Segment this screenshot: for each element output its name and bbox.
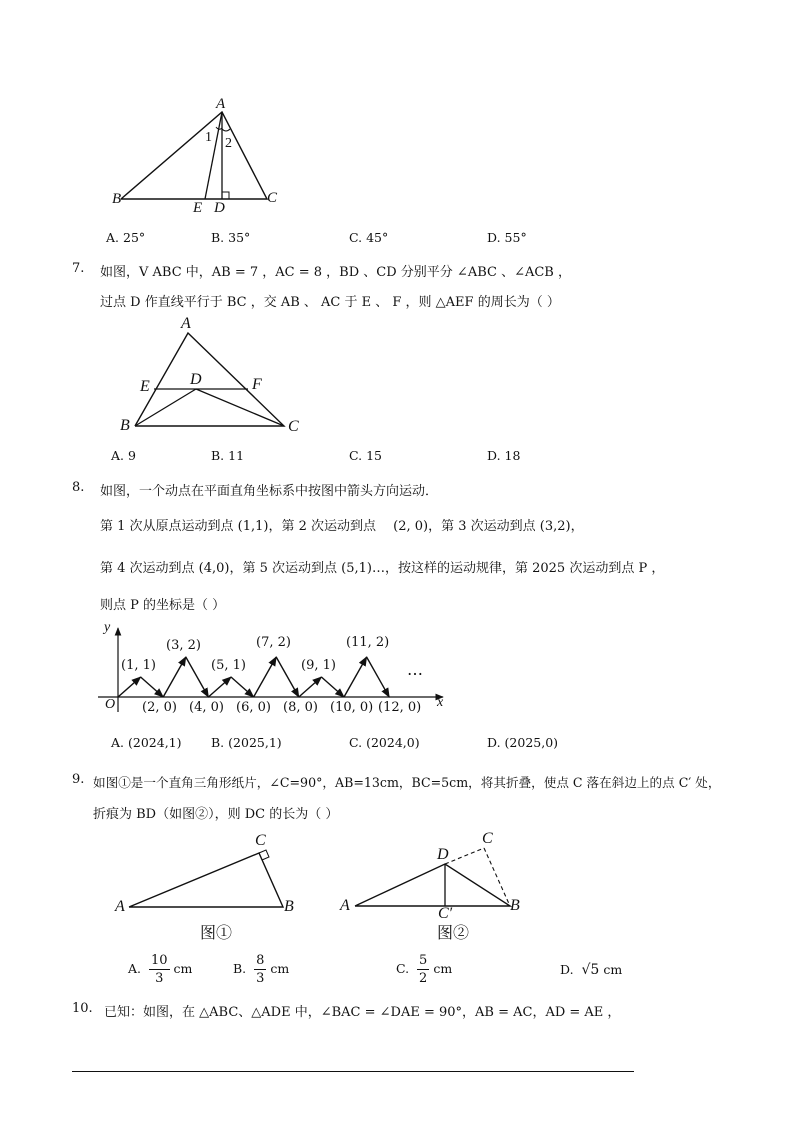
q8-number: 8. — [72, 480, 85, 495]
q9-fig2-point-d: D — [437, 846, 449, 863]
q9-fig1-point-a: A — [115, 898, 125, 915]
q9-number: 9. — [72, 772, 85, 787]
q8-lower-point-label: (6, 0) — [236, 700, 271, 715]
q6-point-c: C — [267, 190, 278, 206]
q6-option-b[interactable]: B. 35° — [211, 230, 251, 245]
q8-lower-point-label: (2, 0) — [142, 700, 177, 715]
q8-ellipsis: … — [407, 660, 423, 679]
q8-text-line2: 第 1 次从原点运动到点 (1,1)，第 2 次运动到点 (2, 0)，第 3 次运动到点 (3,2)， — [100, 519, 584, 534]
q8-upper-point-label: (11, 2) — [346, 635, 390, 650]
q7-option-c[interactable]: C. 15 — [349, 448, 382, 463]
q8-axis-x-label: x — [437, 695, 444, 710]
q7-point-f: F — [252, 376, 262, 393]
q7-number: 7. — [72, 261, 85, 276]
q6-angle-1: 1 — [205, 130, 212, 145]
q7-option-d[interactable]: D. 18 — [487, 448, 521, 463]
q8-option-b[interactable]: B. (2025,1) — [211, 735, 282, 750]
q6-option-c[interactable]: C. 45° — [349, 230, 389, 245]
q8-text-line4: 则点 P 的坐标是（ ） — [100, 598, 226, 613]
q8-axis-y-label: y — [104, 620, 111, 635]
q9-fig2-point-a: A — [340, 897, 350, 914]
q6-option-a[interactable]: A. 25° — [106, 230, 146, 245]
q6-point-a: A — [216, 96, 226, 112]
q9-text-line1: 如图①是一个直角三角形纸片，∠C=90°，AB=13cm，BC=5cm，将其折叠，使点 C 落在斜边上的点 C′ 处， — [93, 775, 721, 790]
q8-upper-point-label: (9, 1) — [301, 658, 336, 673]
q8-lower-point-label: (4, 0) — [189, 700, 224, 715]
q8-upper-point-label: (3, 2) — [166, 638, 201, 653]
q7-point-a: A — [181, 315, 191, 332]
q8-lower-point-label: (10, 0) — [330, 700, 374, 715]
q6-point-b: B — [112, 191, 122, 207]
q9-fig1-caption: 图① — [200, 923, 233, 942]
q7-point-e: E — [140, 378, 150, 395]
q8-upper-point-label: (7, 2) — [256, 635, 291, 650]
q7-text-line2: 过点 D 作直线平行于 BC ，交 AB 、 AC 于 E 、 F ，则 △AEF 的周长为（ ） — [100, 295, 560, 310]
q6-point-e: E — [193, 200, 203, 216]
q7-point-d: D — [190, 371, 202, 388]
q9-option-b[interactable]: B. $\frac{8}{3}$ cm — [233, 953, 290, 986]
q8-text-line3: 第 4 次运动到点 (4,0)，第 5 次运动到点 (5,1)…，按这样的运动规律，第 2025 次运动到点 P ， — [100, 561, 665, 576]
q7-text-line1: 如图，V ABC 中，AB = 7 ，AC = 8 ，BD 、CD 分别平分 ∠ABC 、∠ACB ， — [100, 265, 571, 280]
q8-option-a[interactable]: A. (2024,1) — [111, 735, 182, 750]
q7-point-b: B — [120, 417, 130, 434]
q8-option-c[interactable]: C. (2024,0) — [349, 735, 420, 750]
q6-angle-2: 2 — [225, 136, 232, 151]
q9-fig2-point-b: B — [510, 897, 520, 914]
footer-rule — [72, 1071, 634, 1072]
q9-text-line2: 折痕为 BD（如图②），则 DC 的长为（ ） — [93, 807, 339, 822]
q10-text-line1: 已知：如图，在 △ABC、△ADE 中，∠BAC = ∠DAE = 90°，AB = AC，AD = AE ， — [104, 1005, 621, 1020]
q9-option-d[interactable]: D. √5 cm — [560, 962, 623, 978]
q10-number: 10. — [72, 1001, 93, 1016]
q9-option-c[interactable]: C. $\frac{5}{2}$ cm — [396, 953, 453, 986]
q8-upper-point-label: (1, 1) — [121, 658, 156, 673]
q7-option-a[interactable]: A. 9 — [111, 448, 136, 463]
q8-lower-point-label: (12, 0) — [378, 700, 422, 715]
q8-option-d[interactable]: D. (2025,0) — [487, 735, 559, 750]
q8-upper-point-label: (5, 1) — [211, 658, 246, 673]
q9-option-a[interactable]: A. $\frac{10}{3}$ cm — [128, 953, 193, 986]
q6-point-d: D — [214, 200, 225, 216]
q7-point-c: C — [288, 418, 299, 435]
q9-fig1-point-c: C — [255, 832, 266, 849]
q8-text-line1: 如图，一个动点在平面直角坐标系中按图中箭头方向运动． — [100, 484, 439, 499]
q8-lower-point-label: (8, 0) — [283, 700, 318, 715]
q6-option-d[interactable]: D. 55° — [487, 230, 527, 245]
q9-fig1-point-b: B — [284, 898, 294, 915]
q9-fig2-caption: 图② — [437, 923, 470, 942]
q9-fig2-point-c-prime: C′ — [438, 905, 453, 922]
q9-fig2-point-c: C — [482, 830, 493, 847]
q8-origin-label: O — [105, 697, 116, 712]
q7-option-b[interactable]: B. 11 — [211, 448, 245, 463]
